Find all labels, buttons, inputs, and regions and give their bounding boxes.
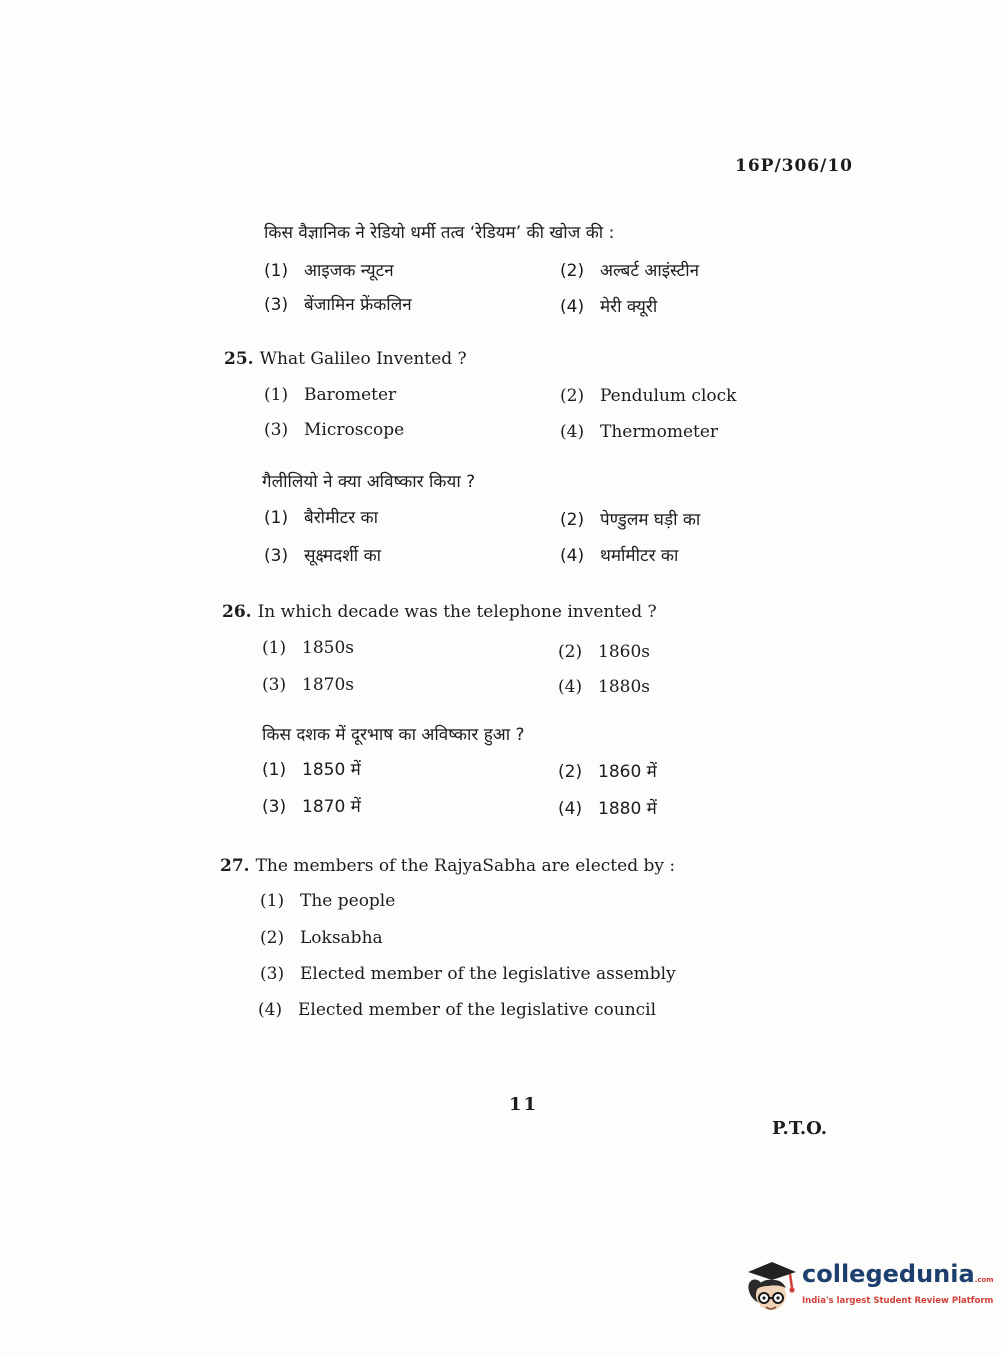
q24-option-2-hindi: (2) अल्बर्ट आइंस्टीन — [560, 261, 700, 281]
q24-option-4-hindi: (4) मेरी क्यूरी — [560, 297, 658, 317]
q27-option-2: (2) Loksabha — [260, 928, 383, 948]
q27-question: 27. The members of the RajyaSabha are elected by : — [220, 856, 676, 876]
q26-option-3-hindi: (3) 1870 में — [262, 797, 361, 817]
q27-option-4: (4) Elected member of the legislative council — [258, 1000, 657, 1020]
q25-option-3-hindi: (3) सूक्ष्मदर्शी का — [264, 546, 382, 566]
q24-question-hindi: किस वैज्ञानिक ने रेडियो धर्मी तत्व ‘रेडियम’ की खोज की : — [264, 223, 615, 243]
collegedunia-watermark — [742, 1250, 994, 1318]
q26-option-2-hindi: (2) 1860 में — [558, 762, 657, 782]
q25-option-1-hindi: (1) बैरोमीटर का — [264, 508, 379, 528]
q25-option-4: (4) Thermometer — [560, 422, 719, 442]
q26-question: 26. In which decade was the telephone invented ? — [222, 602, 657, 622]
q24-option-1-hindi: (1) आइजक न्यूटन — [264, 261, 394, 281]
q26-option-4: (4) 1880s — [558, 677, 650, 697]
q26-option-1-hindi: (1) 1850 में — [262, 760, 361, 780]
q25-option-4-hindi: (4) थर्मामीटर का — [560, 546, 679, 566]
q26-option-3: (3) 1870s — [262, 675, 354, 695]
q25-option-3: (3) Microscope — [264, 420, 405, 440]
q26-option-4-hindi: (4) 1880 में — [558, 799, 657, 819]
q25-option-1: (1) Barometer — [264, 385, 397, 405]
q24-option-3-hindi: (3) बेंजामिन फ्रेंकलिन — [264, 295, 412, 315]
q26-question-hindi: किस दशक में दूरभाष का अविष्कार हुआ ? — [262, 725, 525, 745]
q25-question-hindi: गैलीलियो ने क्या अविष्कार किया ? — [262, 472, 476, 492]
q25-question: 25. What Galileo Invented ? — [224, 349, 467, 369]
mascot-icon — [742, 1250, 800, 1318]
page-number: 11 — [509, 1094, 539, 1115]
brand-name: collegedunia.com — [802, 1260, 994, 1288]
paper-code: 16P/306/10 — [735, 156, 854, 176]
q27-option-3: (3) Elected member of the legislative assembly — [260, 964, 676, 984]
q25-option-2: (2) Pendulum clock — [560, 386, 737, 406]
brand-domain: .com — [974, 1276, 994, 1284]
q26-option-1: (1) 1850s — [262, 638, 354, 658]
q25-option-2-hindi: (2) पेण्डुलम घड़ी का — [560, 510, 701, 530]
brand-tagline: India's largest Student Review Platform — [802, 1296, 994, 1306]
pto-label: P.T.O. — [772, 1118, 828, 1139]
q26-option-2: (2) 1860s — [558, 642, 650, 662]
q27-option-1: (1) The people — [260, 891, 396, 911]
